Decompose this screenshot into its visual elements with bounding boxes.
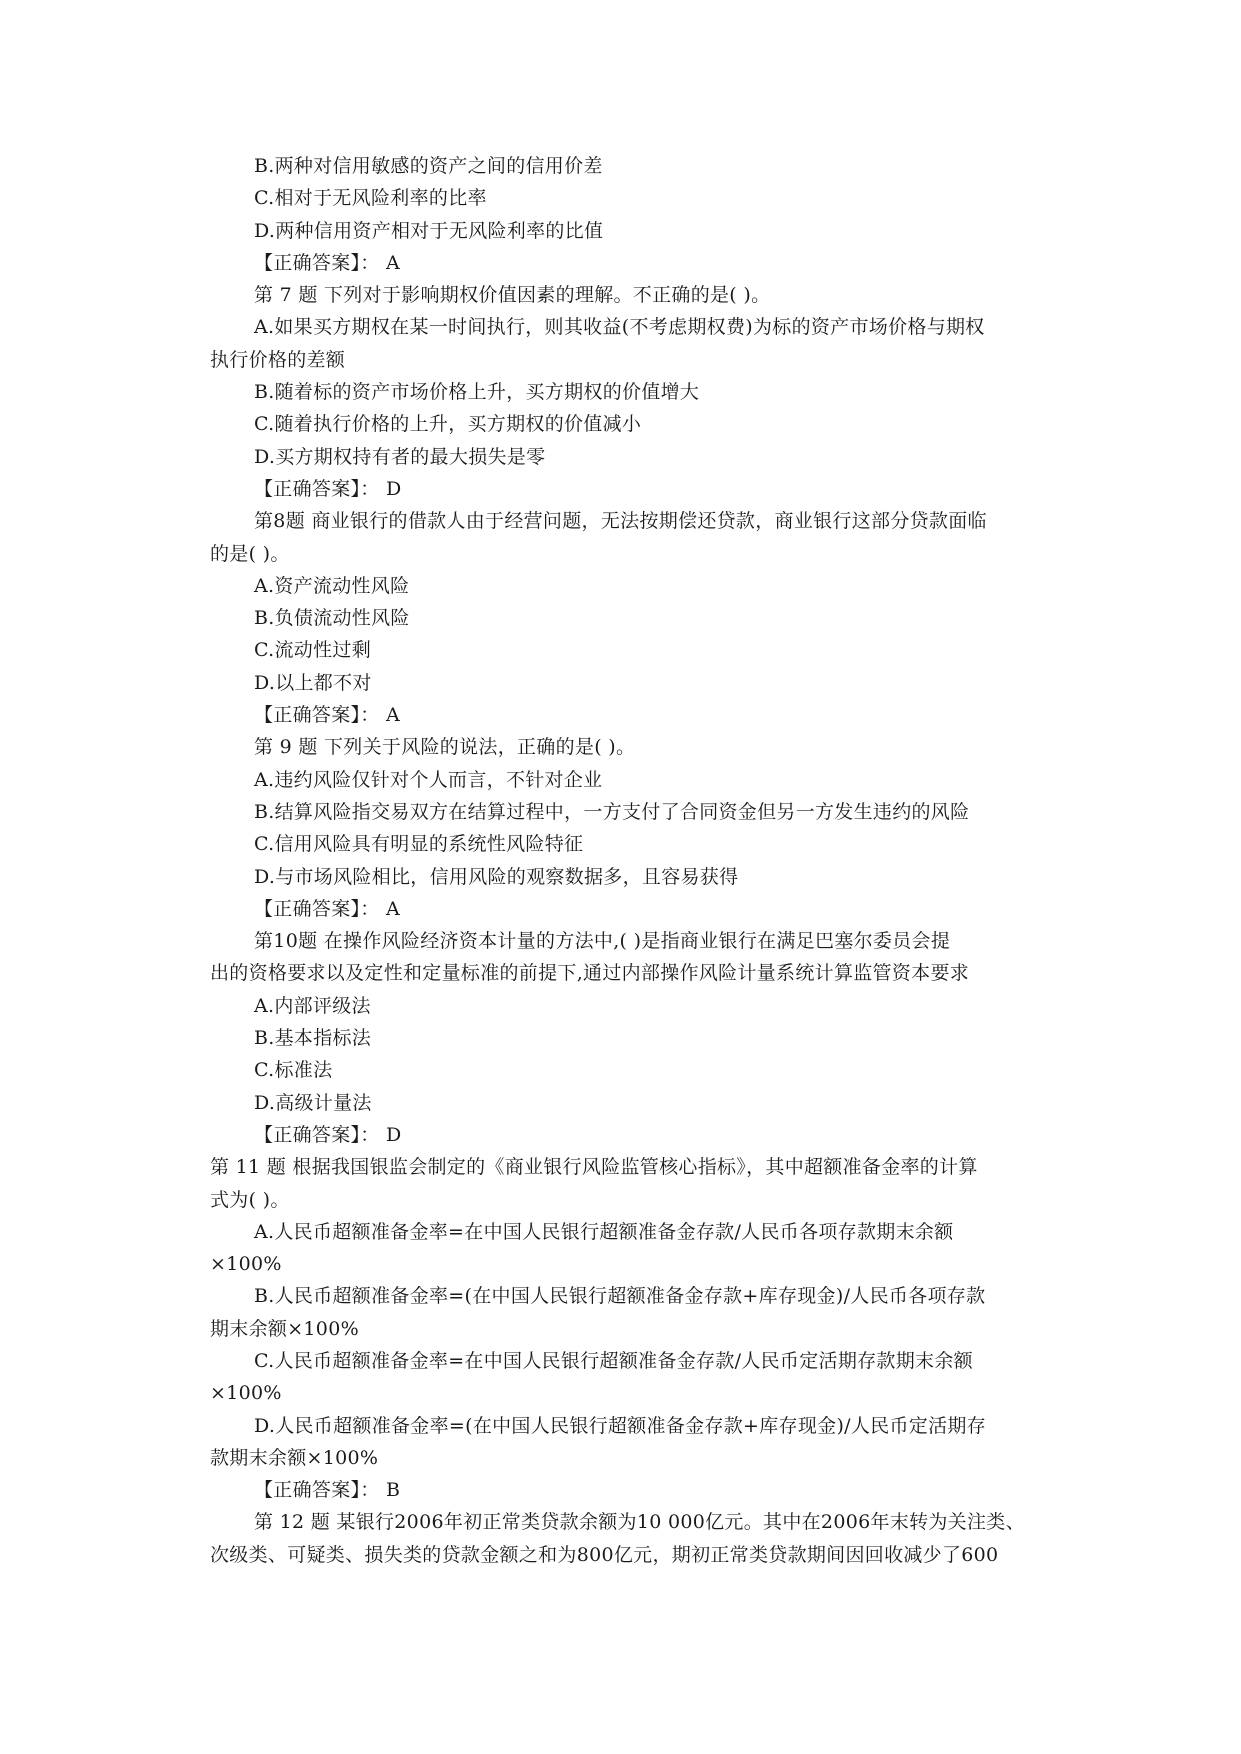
text-line: B.两种对信用敏感的资产之间的信用价差	[254, 155, 603, 177]
text-line: 执行价格的差额	[210, 348, 346, 371]
text-line: 款期末余额×100%	[210, 1446, 379, 1469]
text-line: 期末余额×100%	[210, 1317, 359, 1340]
text-line: 出的资格要求以及定性和定量标准的前提下,通过内部操作风险计量系统计算监管资本要求	[210, 962, 970, 985]
text-line: C.随着执行价格的上升，买方期权的价值减小	[254, 413, 642, 436]
text-line: 第10题 在操作风险经济资本计量的方法中,( )是指商业银行在满足巴塞尔委员会提	[254, 930, 951, 953]
text-line: A.内部评级法	[254, 994, 371, 1017]
text-line: D.人民币超额准备金率=(在中国人民银行超额准备金存款+库存现金)/人民币定活期存	[254, 1414, 986, 1437]
text-line: 第 7 题 下列对于影响期权价值因素的理解。不正确的是( )。	[254, 284, 771, 307]
text-line: 式为( )。	[210, 1188, 290, 1211]
text-line: D.以上都不对	[254, 671, 372, 694]
text-line: C.标准法	[254, 1059, 333, 1082]
text-line: A.如果买方期权在某一时间执行，则其收益(不考虑期权费)为标的资产市场价格与期权	[254, 316, 985, 339]
text-line: D.与市场风险相比，信用风险的观察数据多，且容易获得	[254, 865, 739, 888]
text-line: D.高级计量法	[254, 1091, 372, 1114]
text-line: 第 9 题 下列关于风险的说法，正确的是( )。	[254, 736, 636, 759]
text-line: 【正确答案】： A	[254, 251, 400, 274]
text-line: C.流动性过剩	[254, 639, 372, 662]
text-line: 【正确答案】： B	[254, 1479, 401, 1502]
text-line: ×100%	[210, 1382, 282, 1405]
text-line: B.人民币超额准备金率=(在中国人民银行超额准备金存款+库存现金)/人民币各项存款	[254, 1285, 986, 1308]
text-line: 【正确答案】： D	[254, 1123, 402, 1146]
text-line: 【正确答案】： A	[254, 897, 400, 920]
text-line: D.买方期权持有者的最大损失是零	[254, 445, 546, 468]
text-line: B.结算风险指交易双方在结算过程中，一方支付了合同资金但另一方发生违约的风险	[254, 800, 970, 823]
text-line: 第 12 题 某银行2006年初正常类贷款余额为10 000亿元。其中在2006年末转为关注类、	[254, 1511, 1025, 1534]
text-line: A.人民币超额准备金率=在中国人民银行超额准备金存款/人民币各项存款期末余额	[254, 1220, 954, 1243]
text-line: 的是( )。	[210, 542, 290, 565]
text-line: B.基本指标法	[254, 1027, 372, 1050]
text-line: C.信用风险具有明显的系统性风险特征	[254, 833, 584, 856]
text-line: 第8题 商业银行的借款人由于经营问题，无法按期偿还贷款，商业银行这部分贷款面临	[254, 510, 987, 533]
text-line: 次级类、可疑类、损失类的贷款金额之和为800亿元，期初正常类贷款期间因回收减少了600	[210, 1543, 999, 1566]
text-line: C.人民币超额准备金率=在中国人民银行超额准备金存款/人民币定活期存款期末余额	[254, 1349, 973, 1372]
document-body	[210, 150, 1071, 1571]
text-line: B.随着标的资产市场价格上升，买方期权的价值增大	[254, 381, 700, 404]
text-line: C.相对于无风险利率的比率	[254, 187, 487, 210]
text-line: 第 11 题 根据我国银监会制定的《商业银行风险监管核心指标》，其中超额准备金率的计算	[210, 1156, 978, 1179]
text-line: D.两种信用资产相对于无风险利率的比值	[254, 219, 604, 242]
text-line: A.资产流动性风险	[254, 574, 410, 597]
text-line: 【正确答案】： A	[254, 704, 400, 727]
text-line: 【正确答案】： D	[254, 477, 402, 500]
text-line: A.违约风险仅针对个人而言，不针对企业	[254, 768, 603, 791]
text-line: ×100%	[210, 1253, 282, 1276]
text-line: B.负债流动性风险	[254, 607, 410, 630]
